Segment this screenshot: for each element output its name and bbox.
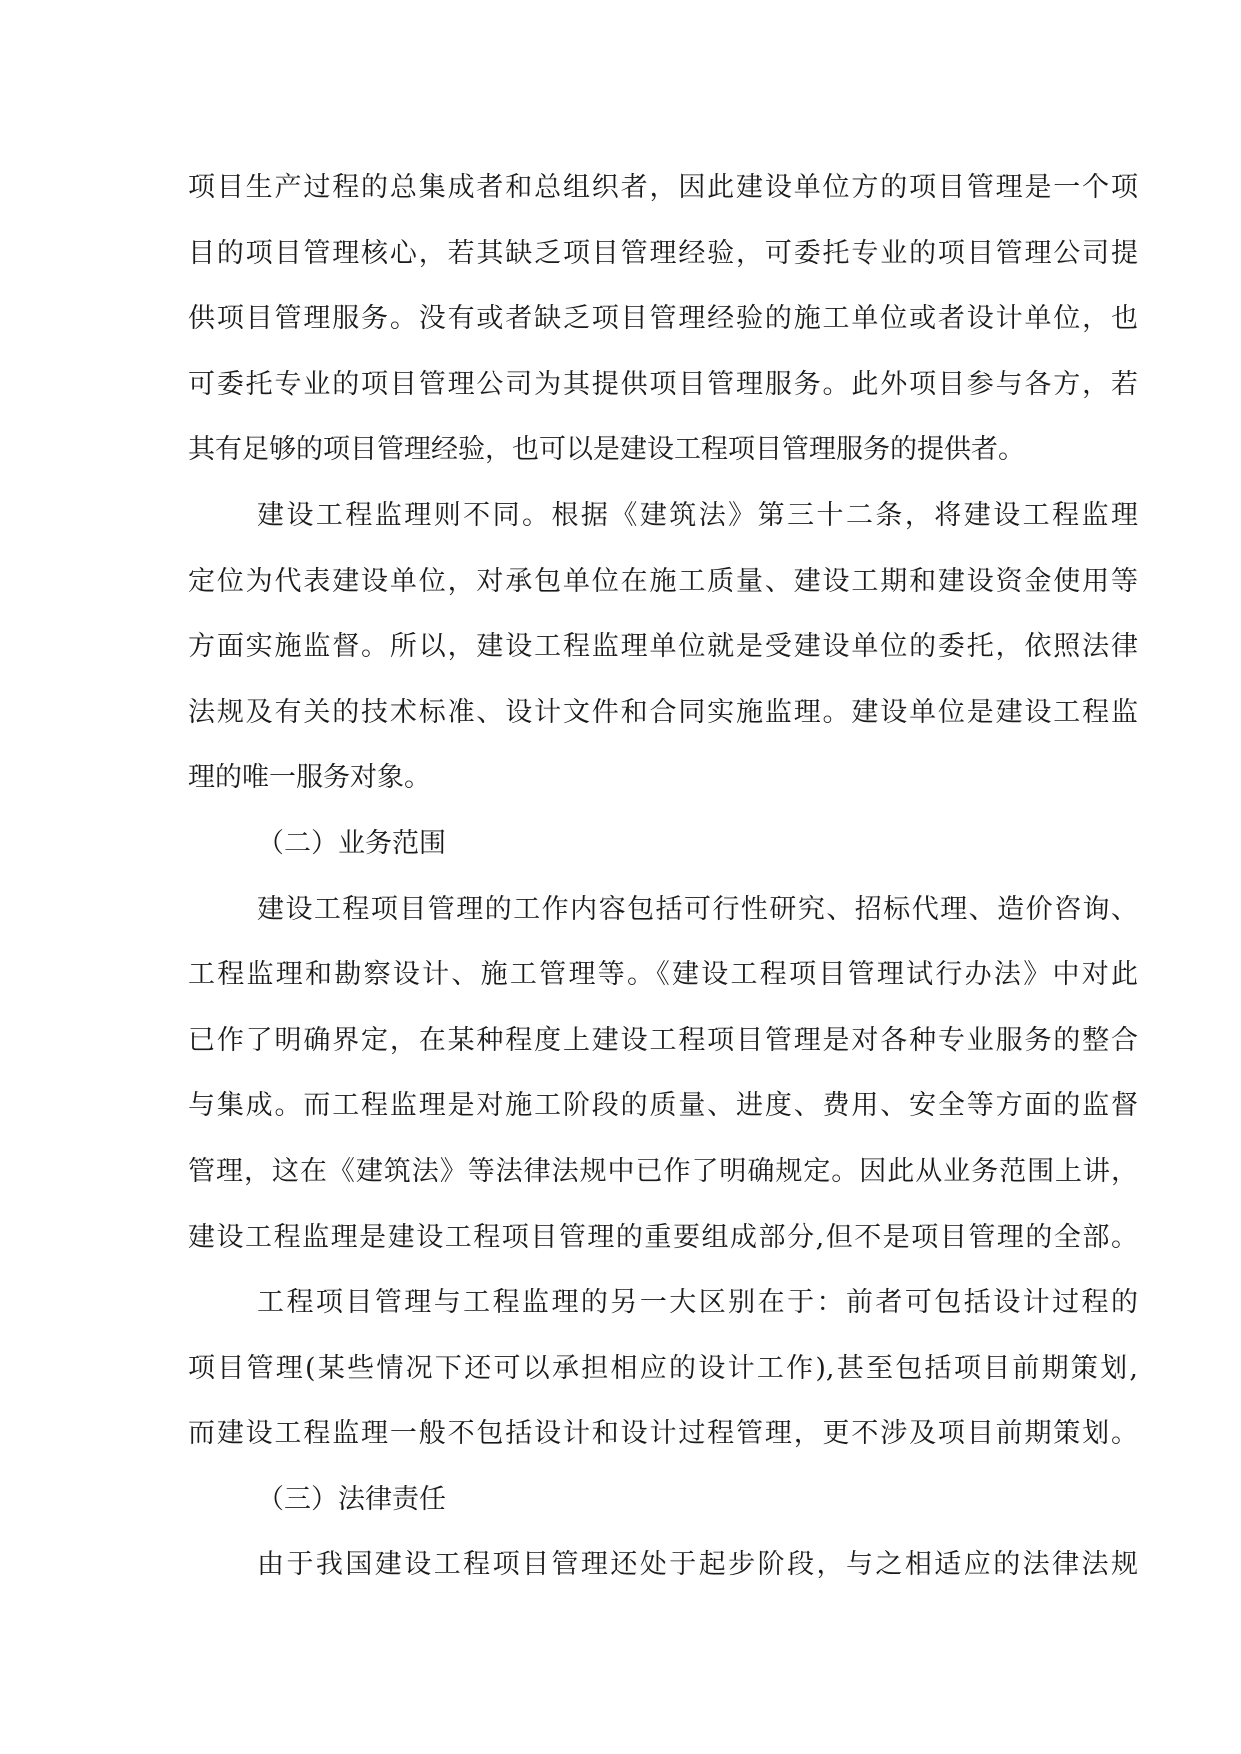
text-line: 工程项目管理与工程监理的另一大区别在于：前者可包括设计过程的 bbox=[257, 1287, 1138, 1319]
text-line: 理的唯一服务对象。 bbox=[188, 762, 431, 794]
text-line: 建设工程监理是建设工程项目管理的重要组成部分,但不是项目管理的全部。 bbox=[188, 1221, 1138, 1253]
text-line: 建设工程项目管理的工作内容包括可行性研究、招标代理、造价咨询、 bbox=[257, 893, 1138, 925]
text-line: 其有足够的项目管理经验，也可以是建设工程项目管理服务的提供者。 bbox=[188, 434, 1025, 466]
text-line: 已作了明确界定，在某种程度上建设工程项目管理是对各种专业服务的整合 bbox=[188, 1024, 1138, 1056]
paragraph bbox=[188, 155, 1138, 483]
text-line: 工程监理和勘察设计、施工管理等。《建设工程项目管理试行办法》中对此 bbox=[188, 959, 1138, 991]
document-body bbox=[188, 155, 1138, 1598]
section-heading: （三）法律责任 bbox=[257, 1483, 446, 1515]
text-line: 供项目管理服务。没有或者缺乏项目管理经验的施工单位或者设计单位，也 bbox=[188, 303, 1138, 335]
paragraph bbox=[188, 1532, 1138, 1598]
text-line: 定位为代表建设单位，对承包单位在施工质量、建设工期和建设资金使用等 bbox=[188, 565, 1138, 597]
text-line: 可委托专业的项目管理公司为其提供项目管理服务。此外项目参与各方，若 bbox=[188, 368, 1138, 400]
text-line: 方面实施监督。所以，建设工程监理单位就是受建设单位的委托，依照法律 bbox=[188, 631, 1138, 663]
paragraph bbox=[188, 1270, 1138, 1467]
text-line: 而建设工程监理一般不包括设计和设计过程管理，更不涉及项目前期策划。 bbox=[188, 1418, 1138, 1450]
text-line: 项目管理(某些情况下还可以承担相应的设计工作),甚至包括项目前期策划, bbox=[188, 1352, 1138, 1384]
text-line: 与集成。而工程监理是对施工阶段的质量、进度、费用、安全等方面的监督 bbox=[188, 1090, 1138, 1122]
paragraph bbox=[188, 483, 1138, 811]
text-line: 管理，这在《建筑法》等法律法规中已作了明确规定。因此从业务范围上讲， bbox=[188, 1155, 1138, 1187]
text-line: 项目生产过程的总集成者和总组织者，因此建设单位方的项目管理是一个项 bbox=[188, 172, 1138, 203]
paragraph bbox=[188, 877, 1138, 1271]
section-heading: （二）业务范围 bbox=[257, 827, 446, 859]
text-line: 目的项目管理核心，若其缺乏项目管理经验，可委托专业的项目管理公司提 bbox=[188, 237, 1138, 269]
text-line: 建设工程监理则不同。根据《建筑法》第三十二条，将建设工程监理 bbox=[257, 499, 1138, 531]
text-line: 法规及有关的技术标准、设计文件和合同实施监理。建设单位是建设工程监 bbox=[188, 696, 1138, 728]
text-line: 由于我国建设工程项目管理还处于起步阶段，与之相适应的法律法规 bbox=[257, 1549, 1138, 1581]
